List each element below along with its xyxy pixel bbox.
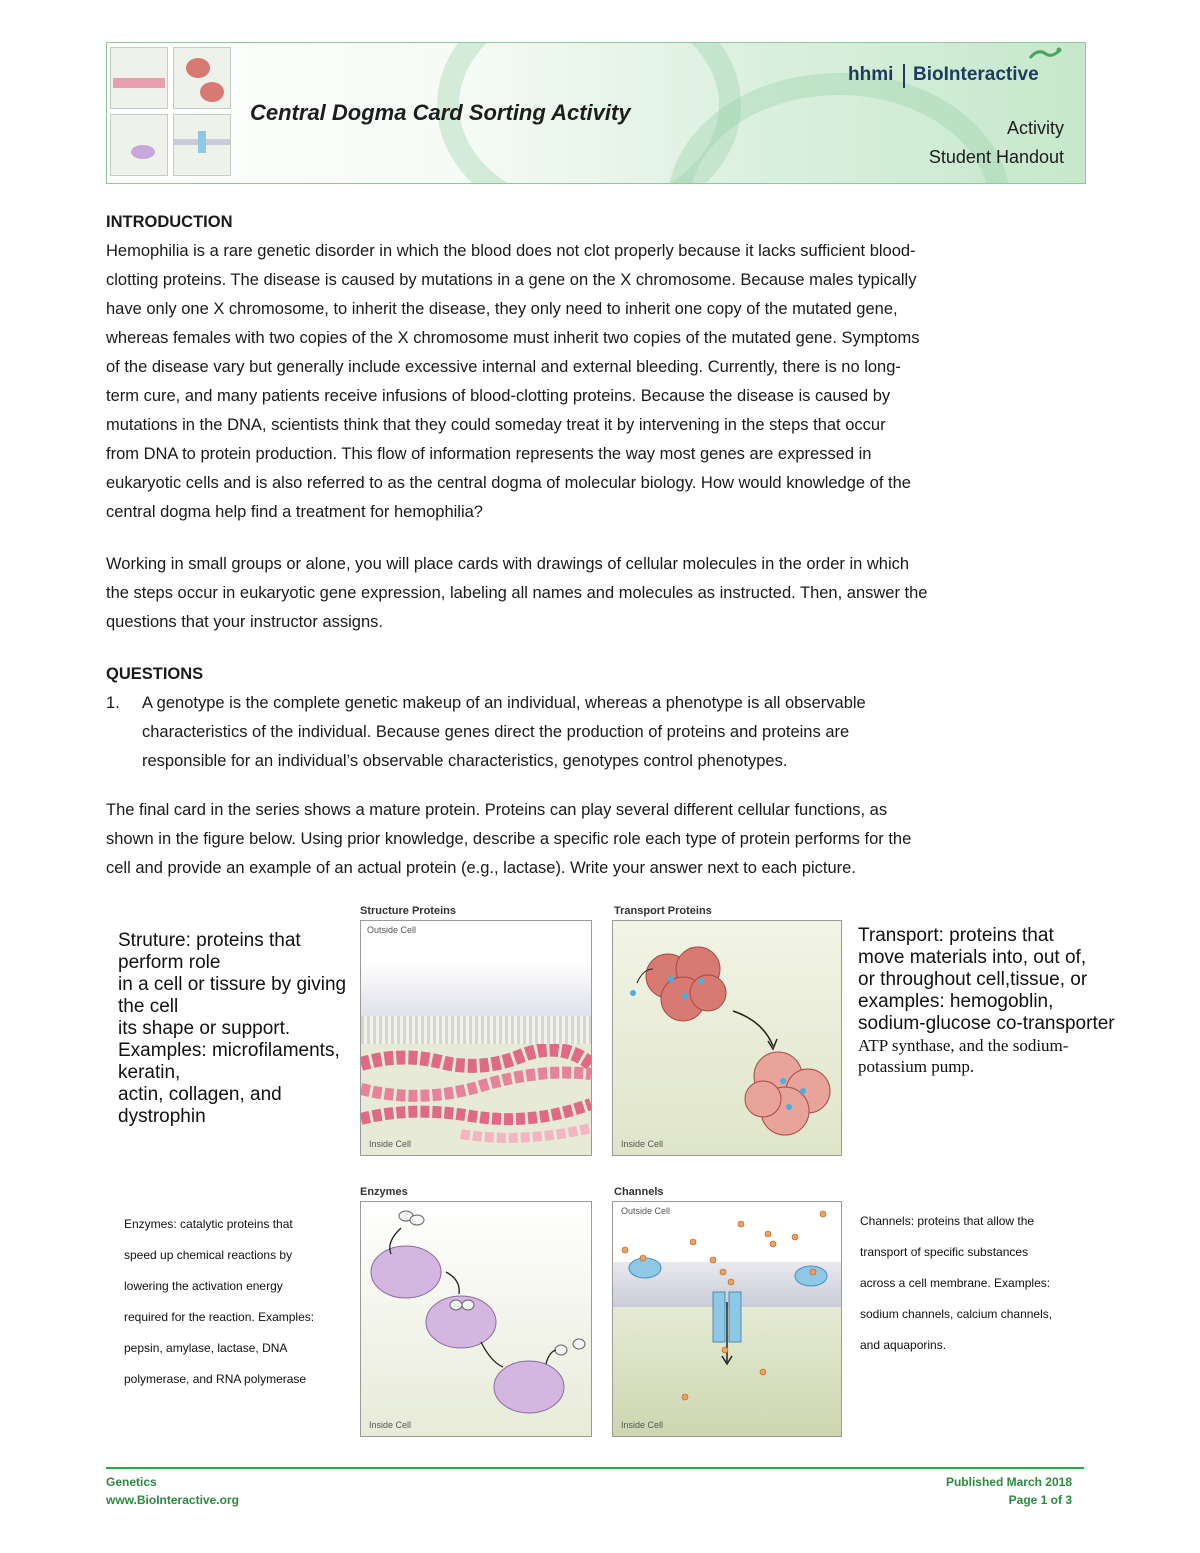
answer-line: required for the reaction. Examples:: [124, 1310, 315, 1324]
answer-line: pepsin, amylase, lactase, DNA: [124, 1341, 288, 1355]
answer-line: and aquaporins.: [860, 1338, 947, 1352]
transport-answer[interactable]: [858, 925, 1158, 1077]
thumbnail-channels: [173, 114, 231, 176]
inside-cell-label: Inside Cell: [621, 1139, 664, 1149]
intro-line: Hemophilia is a rare genetic disorder in which the blood does not clot properly because it lacks sufficient blood-: [106, 242, 916, 260]
intro-line: whereas females with two copies of the X chromosome must inherit two copies of the mutated gene. Symptoms: [106, 329, 920, 347]
answer-line: speed up chemical reactions by: [124, 1248, 293, 1262]
enzymes-answer[interactable]: [124, 1209, 354, 1395]
inside-cell-label: Inside Cell: [621, 1420, 664, 1430]
intro-line: from DNA to protein production. This flow of information represents the way most genes are expressed in: [106, 445, 872, 463]
answer-line: move materials into, out of,: [858, 947, 1087, 968]
thumbnail-structure: [110, 47, 168, 109]
introduction-section: [106, 208, 1096, 527]
questions-section: [106, 660, 1096, 689]
channels-panel: [612, 1201, 842, 1437]
channels-title: Channels: [614, 1186, 664, 1198]
thumbnail-enzymes: [110, 114, 168, 176]
footer-subject: Genetics: [106, 1475, 157, 1489]
answer-line: actin, collagen, and: [118, 1084, 282, 1105]
footer-published-date: Published March 2018: [945, 1475, 1072, 1489]
answer-line: the cell: [118, 996, 179, 1017]
answer-line: examples: hemogoblin,: [858, 991, 1054, 1012]
answer-line: across a cell membrane. Examples:: [860, 1276, 1051, 1290]
biointeractive-logo: BioInteractive: [913, 64, 1039, 85]
intro-line: mutations in the DNA, scientists think that they could someday treat it by intervening in the steps that occur: [106, 416, 886, 434]
question-1: [106, 689, 1096, 776]
channels-answer[interactable]: [860, 1206, 1100, 1361]
answer-line: perform role: [118, 952, 221, 973]
structure-proteins-panel: [360, 920, 592, 1156]
answer-line: Enzymes: catalytic proteins that: [124, 1217, 293, 1231]
inside-cell-label: Inside Cell: [369, 1139, 412, 1149]
questions-heading: QUESTIONS: [106, 665, 204, 683]
question-line: A genotype is the complete genetic makeup of an individual, whereas a phenotype is all observable: [142, 694, 866, 712]
enzymes-title: Enzymes: [360, 1186, 408, 1198]
audience-label: Student Handout: [928, 147, 1064, 167]
instructions-line: Working in small groups or alone, you will place cards with drawings of cellular molecules in the order in which: [106, 555, 910, 573]
inside-cell-label: Inside Cell: [369, 1420, 412, 1430]
answer-line: transport of specific substances: [860, 1245, 1029, 1259]
question-1-followup: [106, 796, 1096, 883]
followup-line: The final card in the series shows a mature protein. Proteins can play several different cellular functions, as: [106, 801, 888, 819]
intro-line: eukaryotic cells and is also referred to as the central dogma of molecular biology. How would knowledge of the: [106, 474, 911, 492]
answer-line: dystrophin: [118, 1106, 206, 1127]
answer-line: Struture: proteins that: [118, 930, 301, 951]
answer-line: potassium pump.: [858, 1057, 975, 1076]
answer-line: Examples: microfilaments,: [118, 1040, 340, 1061]
followup-line: cell and provide an example of an actual protein (e.g., lactase). Write your answer next to each picture.: [106, 859, 856, 877]
thumbnail-transport: [173, 47, 231, 109]
answer-line: its shape or support.: [118, 1018, 291, 1039]
instructions-paragraph: [106, 550, 1096, 637]
answer-line: or throughout cell,tissue, or: [858, 969, 1088, 990]
answer-line: keratin,: [118, 1062, 181, 1083]
intro-line: central dogma help find a treatment for hemophilia?: [106, 503, 483, 521]
followup-line: shown in the figure below. Using prior knowledge, describe a specific role each type of protein performs for the: [106, 830, 912, 848]
transport-protein-icon: [613, 921, 841, 1155]
intro-line: clotting proteins. The disease is caused by mutations in a gene on the X chromosome. Because males typically: [106, 271, 917, 289]
introduction-heading: INTRODUCTION: [106, 213, 233, 231]
answer-line: lowering the activation energy: [124, 1279, 283, 1293]
transport-proteins-title: Transport Proteins: [614, 905, 712, 917]
hhmi-logo: hhmi: [848, 64, 894, 85]
transport-proteins-panel: [612, 920, 842, 1156]
intro-line: of the disease vary but generally include excessive internal and external bleeding. Currently, there is no long-: [106, 358, 901, 376]
structure-proteins-title: Structure Proteins: [360, 905, 456, 917]
enzyme-icon: [361, 1202, 591, 1436]
footer-website-link[interactable]: www.BioInteractive.org: [106, 1493, 239, 1507]
structure-answer[interactable]: [118, 930, 368, 1128]
logo-divider: [903, 64, 905, 88]
answer-line: sodium channels, calcium channels,: [860, 1307, 1053, 1321]
doc-type-label: Activity: [1006, 118, 1064, 138]
answer-line: sodium-glucose co-transporter: [858, 1013, 1115, 1034]
outside-cell-label: Outside Cell: [367, 925, 417, 935]
question-number: 1.: [106, 694, 120, 712]
instructions-line: the steps occur in eukaryotic gene expression, labeling all names and molecules as instructed. Then, answer the: [106, 584, 928, 602]
channel-protein-icon: [613, 1202, 841, 1436]
document-title: Central Dogma Card Sorting Activity: [250, 100, 631, 125]
instructions-line: questions that your instructor assigns.: [106, 613, 383, 631]
outside-cell-label: Outside Cell: [621, 1206, 671, 1216]
intro-line: have only one X chromosome, to inherit the disease, they only need to inherit one copy of the mutated gene,: [106, 300, 898, 318]
intro-line: term cure, and many patients receive infusions of blood-clotting proteins. Because the disease is caused by: [106, 387, 891, 405]
question-line: characteristics of the individual. Because genes direct the production of proteins and proteins are: [142, 723, 850, 741]
answer-line: ATP synthase, and the sodium-: [858, 1036, 1069, 1055]
footer-page-number: Page 1 of 3: [1008, 1493, 1072, 1507]
enzymes-panel: [360, 1201, 592, 1437]
answer-line: Channels: proteins that allow the: [860, 1214, 1035, 1228]
answer-line: in a cell or tissure by giving: [118, 974, 347, 995]
answer-line: polymerase, and RNA polymerase: [124, 1372, 307, 1386]
question-line: responsible for an individual’s observable characteristics, genotypes control phenotypes.: [142, 752, 788, 770]
answer-line: Transport: proteins that: [858, 925, 1054, 946]
footer-divider: [106, 1467, 1084, 1469]
lizard-icon: [1028, 44, 1062, 66]
